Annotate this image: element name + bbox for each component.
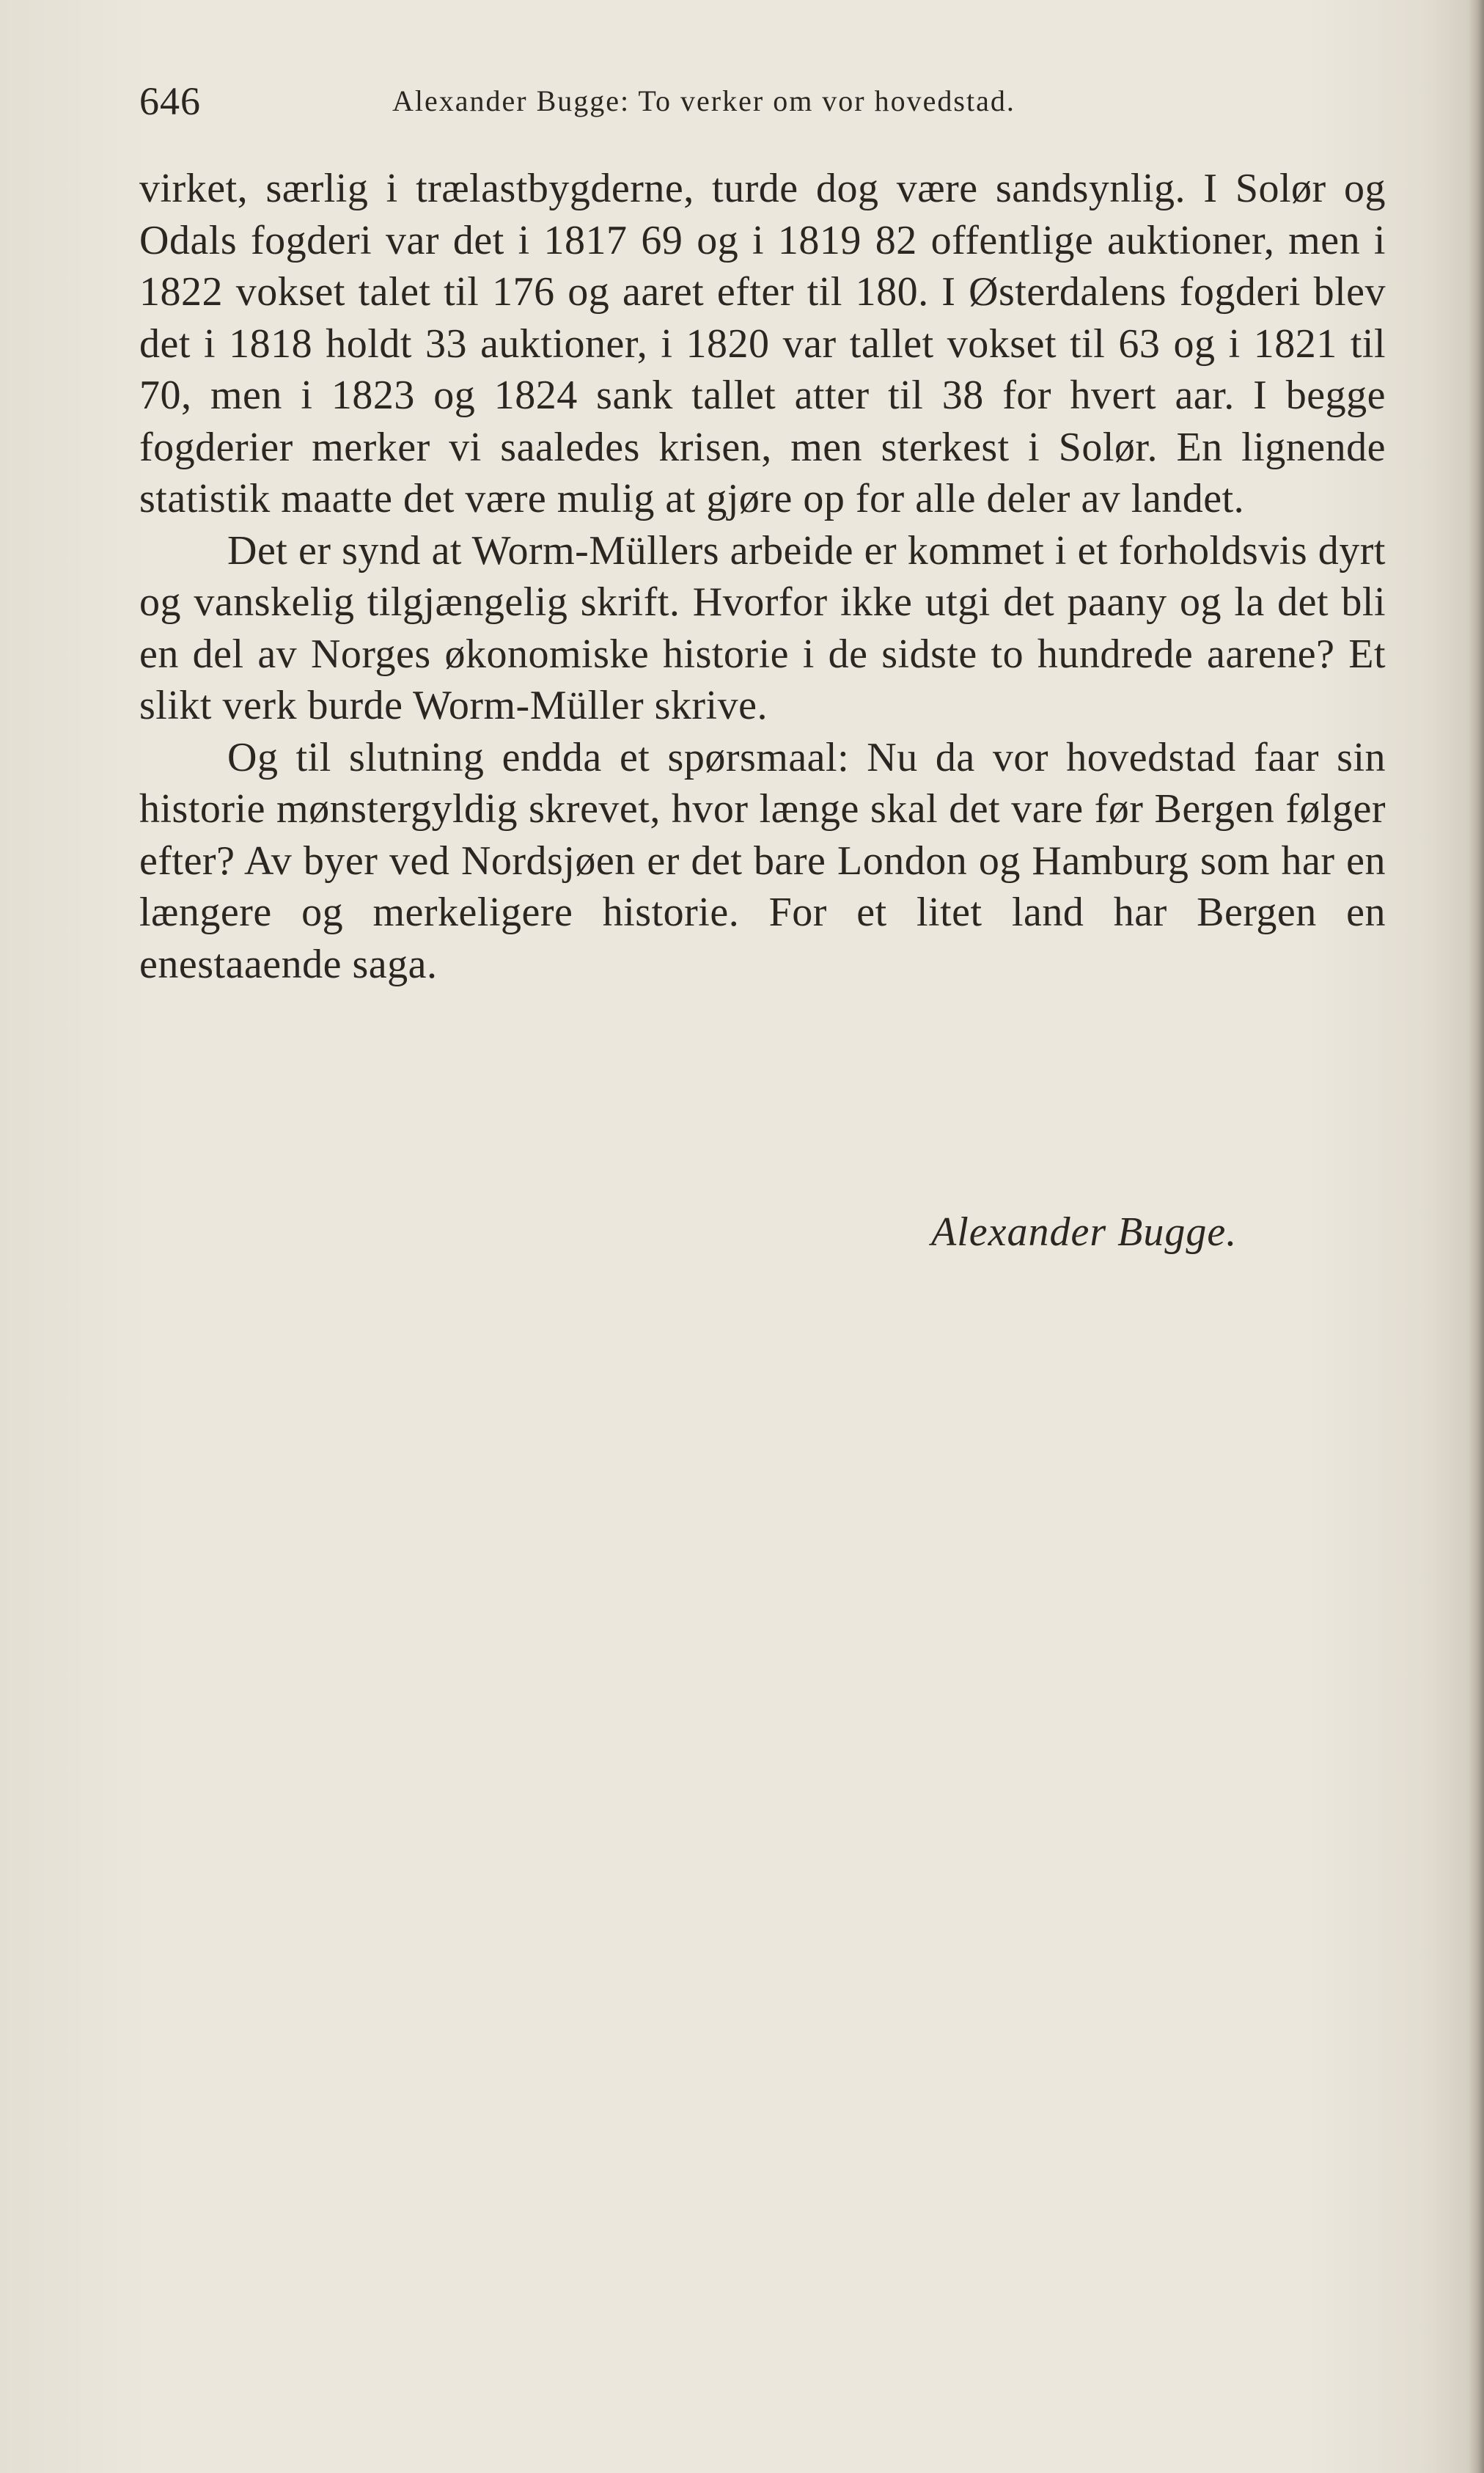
paragraph-2: Det er synd at Worm-Müllers arbeide er kommet i et forholdsvis dyrt og vanskelig tilgjængelig skrift. Hvorfor ikke utgi det paany og la det bli en del av Norges økonomiske historie i de sidste to hundrede aarene? Et slikt verk burde Worm-Müller skrive. [139, 527, 1386, 728]
running-head: Alexander Bugge: To verker om vor hovedstad. [392, 84, 1015, 117]
page-number: 646 [139, 79, 201, 123]
page-edge-shadow [1468, 0, 1484, 2473]
body-text [139, 163, 1386, 990]
paragraph-3: Og til slutning endda et spørsmaal: Nu da vor hovedstad faar sin historie mønstergyldig skrevet, hvor længe skal det vare før Bergen følger efter? Av byer ved Nordsjøen er det bare London og Hamburg som har en længere og merkeligere historie. For et litet land har Bergen en enestaaende saga. [139, 734, 1386, 987]
page-header [139, 72, 1386, 131]
paragraph-1: virket, særlig i trælastbygderne, turde dog være sandsynlig. I Solør og Odals fogderi var det i 1817 69 og i 1819 82 offentlige auktioner, men i 1822 vokset talet til 176 og aaret efter til 180. I Østerdalens fogderi blev det i 1818 holdt 33 auktioner, i 1820 var tallet vokset til 63 og i 1821 til 70, men i 1823 og 1824 sank tallet atter til 38 for hvert aar. I begge fogderier merker vi saaledes krisen, men sterkest i Solør. En lignende statistik maatte det være mulig at gjøre op for alle deler av landet. [139, 166, 1386, 521]
author-signature: Alexander Bugge. [931, 1209, 1238, 1255]
